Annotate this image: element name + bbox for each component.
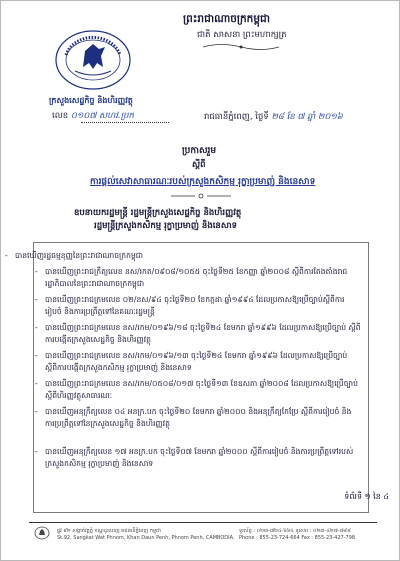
ministry-seal-icon xyxy=(53,29,133,91)
reference-label: លេខ xyxy=(52,111,69,121)
footer-address xyxy=(57,528,235,542)
subject-ornament xyxy=(171,193,231,199)
about-label: ស្តីពី xyxy=(192,160,206,170)
reference-handwritten: ០១០៧ សហវ.ប្រក xyxy=(70,111,134,121)
reference-dotted-line xyxy=(81,122,169,123)
footer-contact-km: ទូរស័ព្ទ : ០២៣-៧២៤-៦៦៤ ទូរសារ : ០២៣-៤២៧-៧៩៨ xyxy=(239,528,351,534)
citation-item: - បានឃើញអនុក្រឹត្យលេខ ០៤ អនក្រ.បក ចុះថ្ងៃទី២០ ខែមករា ឆ្នាំ២០០០ និងអនុក្រឹត្យកែប្រែ ស្តីពីការរៀបចំ និងការប្រព្រឹត្តទៅនៃក្រសួងសេដ្ឋកិច្ច និងហិរញ្ញវត្ថុ xyxy=(35,407,352,428)
document-type-title: ប្រកាសរួម xyxy=(182,146,217,156)
footer-address-en: St.92, Sangkat Wat Phnom, Khan Daun Penh, Phnom Penh, CAMBODIA. xyxy=(57,535,235,541)
citation-item: - បានឃើញព្រះរាជក្រមលេខ នស/រកម/០៥០៨/០១៧ ចុះថ្ងៃទី១៣ ខែឧសភា ឆ្នាំ២០០៨ ដែលប្រកាសឱ្យប្រើច្បាប់ស្តីពីហិរញ្ញវត្ថុសាធារណៈ xyxy=(35,379,358,400)
national-motto: ជាតិ សាសនា ព្រះមហាក្សត្រ xyxy=(197,30,287,40)
citation-text: បានឃើញព្រះរាជក្រមលេខ នស/រកម/០១៩៦/១៨ ចុះថ្ងៃទី២៤ ខែមករា ឆ្នាំ១៩៩៦ ដែលប្រកាសឱ្យប្រើច្បាប់ ស្តីពីការបង្កើតក្រសួងសេដ្ឋកិច្ច និងហិរញ្ញវត្ថុ xyxy=(45,323,361,344)
citation-item: - បានឃើញព្រះរាជក្រមលេខ ០២/នស/៩៤ ចុះថ្ងៃទី២០ ខែកក្កដា ឆ្នាំ១៩៩៤ ដែលប្រកាសឱ្យប្រើច្បាប់ស្តីពីការរៀបចំ និងការប្រព្រឹត្តទៅនៃគណៈរដ្ឋមន្ត្រី xyxy=(35,295,345,316)
citation-text: បានឃើញអនុក្រឹត្យលេខ ១៧ អនក្រ.បក ចុះថ្ងៃទី០៧ ខែមករា ឆ្នាំ២០០០ ស្តីពីការរៀបចំ និងការប្រព្រឹត្តទៅរបស់ក្រសួងកសិកម្ម រុក្ខាប្រមាញ់ និងនេសាទ xyxy=(45,447,354,468)
citation-text: បានឃើញព្រះរាជក្រមលេខ ០២/នស/៩៤ ចុះថ្ងៃទី២០ ខែកក្កដា ឆ្នាំ១៩៩៤ ដែលប្រកាសឱ្យប្រើច្បាប់ស្តីពីការរៀបចំ និងការប្រព្រឹត្តទៅនៃគណៈរដ្ឋមន្ត្រី xyxy=(45,295,345,316)
document-subject: ការផ្តល់សេវាសាធារណៈរបស់ក្រសួងកសិកម្ម រុក្ខាប្រមាញ់ និងនេសាទ xyxy=(90,177,316,187)
citation-text: បានឃើញព្រះរាជក្រឹត្យលេខ នស/រកត/០៩០៨/១០៥៥ ចុះថ្ងៃទី២៥ ខែកញ្ញា ឆ្នាំ២០០៨ ស្តីពីការតែងតាំងរាជរដ្ឋាភិបាលនៃព្រះរាជាណាចក្រកម្ពុជា xyxy=(45,267,348,288)
date-prefix: រាជធានីភ្នំពេញ, ថ្ងៃទី xyxy=(204,112,269,122)
footer-address-km: ផ្លូវ ៩២ សង្កាត់វត្តភ្នំ ខណ្ឌដូនពេញ រាជធានីភ្នំពេញ កម្ពុជា xyxy=(57,528,161,534)
authority-line-1: ឧបនាយករដ្ឋមន្ត្រី រដ្ឋមន្ត្រីក្រសួងសេដ្ឋកិច្ច និងហិរញ្ញវត្ថុ xyxy=(74,208,242,218)
citation-item: - បានឃើញព្រះរាជក្រមលេខ នស/រកម/០១៩៦/១៨ ចុះថ្ងៃទី២៤ ខែមករា ឆ្នាំ១៩៩៦ ដែលប្រកាសឱ្យប្រើច្បាប់ ស្តីពីការបង្កើតក្រសួងសេដ្ឋកិច្ច និងហិរញ្ញវត្ថុ xyxy=(35,323,361,344)
citation-item: - បានឃើញអនុក្រឹត្យលេខ ១៧ អនក្រ.បក ចុះថ្ងៃទី០៧ ខែមករា ឆ្នាំ២០០០ ស្តីពីការរៀបចំ និងការប្រព្រឹត្តទៅរបស់ក្រសួងកសិកម្ម រុក្ខាប្រមាញ់ និងនេសាទ xyxy=(35,447,354,468)
footer-divider xyxy=(29,522,377,523)
authority-line-2: រដ្ឋមន្ត្រីក្រសួងកសិកម្ម រុក្ខាប្រមាញ់ និងនេសាទ xyxy=(94,221,238,231)
citation-text: បានឃើញព្រះរាជក្រមលេខ នស/រកម/០១៩៦/១៣ ចុះថ្ងៃទី២៤ ខែមករា ឆ្នាំ១៩៩៦ ដែលប្រកាសឱ្យប្រើច្បាប់ ស្តីពីការបង្កើតក្រសួងកសិកម្ម រុក្ខាប្រមាញ់ និងនេសាទ xyxy=(45,351,348,372)
citation-text: បានឃើញព្រះរាជក្រមលេខ នស/រកម/០៥០៨/០១៧ ចុះថ្ងៃទី១៣ ខែឧសភា ឆ្នាំ២០០៨ ដែលប្រកាសឱ្យប្រើច្បាប់ស្តីពីហិរញ្ញវត្ថុសាធារណៈ xyxy=(45,379,358,400)
citation-item: - បានឃើញព្រះរាជក្រឹត្យលេខ នស/រកត/០៩០៨/១០៥៥ ចុះថ្ងៃទី២៥ ខែកញ្ញា ឆ្នាំ២០០៨ ស្តីពីការតែងតាំងរាជរដ្ឋាភិបាលនៃព្រះរាជាណាចក្រកម្ពុជា xyxy=(35,267,348,288)
citation-item: - បានឃើញព្រះរាជក្រមលេខ នស/រកម/០១៩៦/១៣ ចុះថ្ងៃទី២៤ ខែមករា ឆ្នាំ១៩៩៦ ដែលប្រកាសឱ្យប្រើច្បាប់ ស្តីពីការបង្កើតក្រសួងកសិកម្ម រុក្ខាប្រមាញ់ និងនេសាទ xyxy=(35,351,348,372)
citation-item: - បានឃើញរដ្ឋធម្មនុញ្ញនៃព្រះរាជាណាចក្រកម្ពុជា xyxy=(5,251,143,260)
motto-ornament xyxy=(201,43,281,51)
citation-text: បានឃើញអនុក្រឹត្យលេខ ០៤ អនក្រ.បក ចុះថ្ងៃទី២០ ខែមករា ឆ្នាំ២០០០ និងអនុក្រឹត្យកែប្រែ ស្តីពីការរៀបចំ និងការប្រព្រឹត្តទៅនៃក្រសួងសេដ្ឋកិច្ច និងហិរញ្ញវត្ថុ xyxy=(45,407,352,428)
kingdom-header: ព្រះរាជាណាចក្រកម្ពុជា xyxy=(183,13,271,25)
reference-number xyxy=(52,112,134,121)
footer-contact-en: Phone : 855-23-724-664 Fax : 855-23-427-798 xyxy=(239,535,356,541)
footer-contact xyxy=(239,528,355,542)
citation-text: បានឃើញរដ្ឋធម្មនុញ្ញនៃព្រះរាជាណាចក្រកម្ពុជា xyxy=(15,251,143,260)
page-continuation: ទំព័រទី ១ នៃ ៤ xyxy=(344,492,389,501)
document-date xyxy=(204,113,343,122)
date-handwritten: ២៨ ខែ ៧ ឆ្នាំ ២០១៦ xyxy=(271,112,343,122)
footer-seal-icon xyxy=(34,526,50,540)
ministry-name: ក្រសួងសេដ្ឋកិច្ច និងហិរញ្ញវត្ថុ xyxy=(49,96,133,105)
